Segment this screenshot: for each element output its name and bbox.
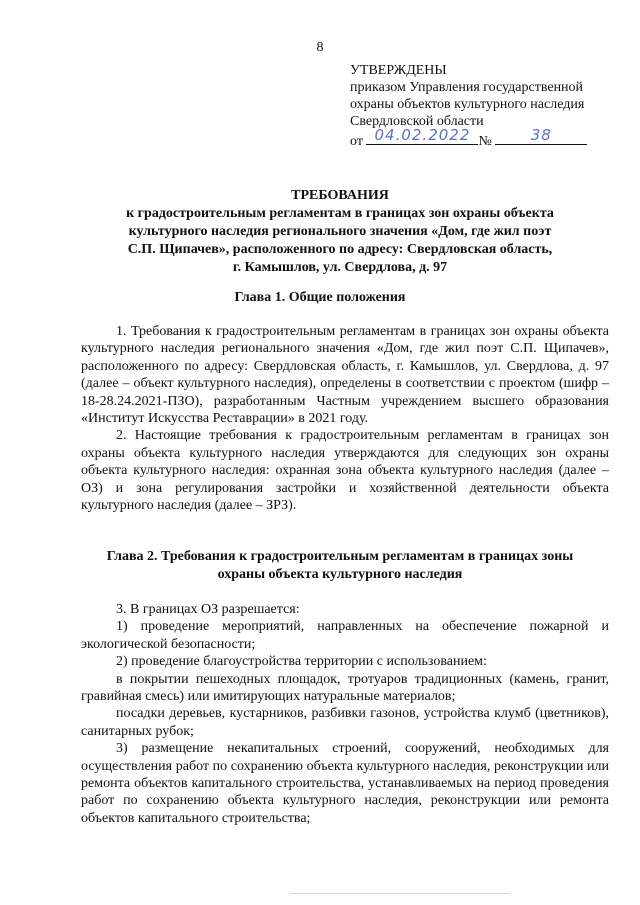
title-line: к градостроительным регламентам в границах зон охраны объекта — [126, 206, 554, 221]
approval-line: приказом Управления государственной — [350, 80, 584, 95]
chapter-2-heading-line: Глава 2. Требования к градостроительным регламентам в границах зоны — [106, 549, 574, 564]
paragraph: 3. В границах ОЗ разрешается: — [116, 602, 300, 617]
approval-heading: УТВЕРЖДЕНЫ — [350, 63, 447, 78]
title-heading: ТРЕБОВАНИЯ — [291, 188, 389, 203]
number-blank — [495, 126, 587, 145]
approval-line: охраны объектов культурного наследия — [350, 97, 585, 112]
chapter-2-heading — [90, 548, 590, 584]
paragraph: в покрытии пешеходных площадок, тротуаров традиционных (камень, гранит, гравийная смесь) или имитирующих натуральные материалов; — [81, 671, 609, 705]
date-prefix: от — [350, 134, 363, 149]
chapter-1-body — [81, 323, 609, 514]
chapter-1-heading: Глава 1. Общие положения — [234, 290, 406, 305]
paragraph: посадки деревьев, кустарников, разбивки газонов, устройства клумб (цветников), санитарных рубок; — [81, 706, 609, 739]
paragraph: 1. Требования к градостроительным регламентам в границах зон охраны объекта культурного наследия регионального значения «Дом, где жил поэт С.П. Щипачев», расположенного по адресу: Свердловская область, г. Камышлов, ул. Свердлова, д. 97 (далее – объект культурного наследия), определены в соответствии с проектом (шифр – 18-28.24.2021-ПЗО), разработанным Частным учреждением высшего образования «Институт Искусства Реставрации» в 2021 году. — [81, 324, 609, 427]
paragraph: 3) размещение некапитальных строений, сооружений, необходимых для осуществления работ по сохранению объекта культурного наследия, реконструкции или ремонта объектов капитального строительства, устанавливаемых на период проведения работ по сохранению объекта культурного наследия, реконструкции или ремонта объектов капитального строительства; — [81, 741, 609, 826]
approval-line: Свердловской области — [350, 114, 484, 129]
handwritten-number: 38 — [530, 126, 552, 144]
page-number: 8 — [316, 40, 324, 55]
footer-divider — [290, 893, 510, 894]
handwritten-date: 04.02.2022 — [374, 126, 471, 144]
paragraph: 2) проведение благоустройства территории с использованием: — [116, 654, 487, 670]
chapter-2-body — [81, 601, 609, 827]
approval-date-line — [350, 126, 620, 150]
paragraph: 2. Настоящие требования к градостроительным регламентам в границах зон охраны объекта культурного наследия утверждаются для следующих зон охраны объекта культурного наследия: охранная зона объекта культурного наследия (далее – ОЗ) и зона регулирования застройки и хозяйственной деятельности объекта культурного наследия (далее – ЗРЗ). — [81, 428, 609, 514]
title-line: С.П. Щипачев», расположенного по адресу: Свердловская область, — [127, 242, 553, 257]
title-line: г. Камышлов, ул. Свердлова, д. 97 — [232, 260, 448, 275]
date-blank — [366, 126, 478, 145]
number-prefix: № — [478, 134, 492, 149]
approval-block — [350, 62, 620, 150]
paragraph: 1) проведение мероприятий, направленных на обеспечение пожарной и экологической безопасности; — [81, 619, 609, 652]
title-line: культурного наследия регионального значения «Дом, где жил поэт — [128, 224, 552, 239]
document-title — [100, 187, 580, 277]
chapter-2-heading-line: охраны объекта культурного наследия — [217, 567, 463, 582]
